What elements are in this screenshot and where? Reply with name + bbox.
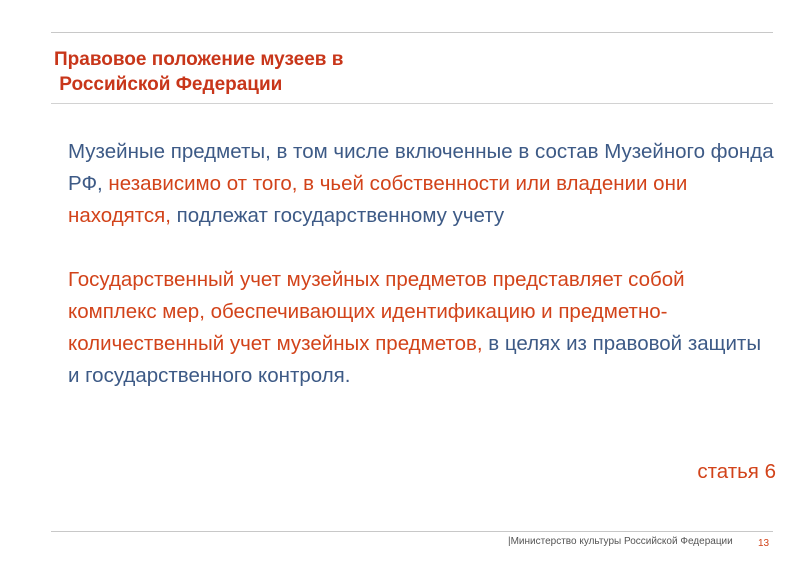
paragraph-definition [68,264,778,392]
paragraph-registration-part-3: подлежат государственному учету [170,204,505,227]
slide-title-line-2: Российской Федерации [54,74,283,95]
top-divider [51,32,773,33]
paragraph-registration-part-2: независимо от того, в чьей собственности или владении они находятся, [68,172,688,227]
paragraph-registration [68,136,778,232]
bottom-divider [51,531,773,532]
paragraph-gap [68,232,778,264]
article-reference: статья 6 [697,460,776,483]
paragraph-registration-part-1: Музейные предметы, в том числе включенные в состав Музейного фонда РФ, [68,140,774,195]
title-divider [51,103,773,104]
slide-title [54,47,343,97]
page-number: 13 [758,538,770,549]
paragraph-definition-part-1: Государственный учет музейных предметов представляет собой комплекс мер, обеспечивающих идентификацию и предметно-количественный учет музейных предметов, [68,268,685,355]
slide-body [68,136,778,392]
paragraph-definition-part-2: в целях из правовой защиты и государственного контроля. [68,332,762,387]
slide-title-line-1: Правовое положение музеев в [54,49,344,70]
footer-ministry: |Министерство культуры Российской Федерации [508,536,733,547]
